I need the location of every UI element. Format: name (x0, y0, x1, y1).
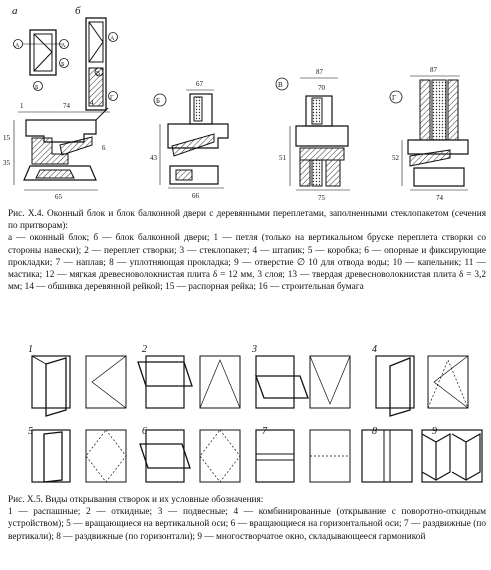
svg-text:4: 4 (372, 344, 377, 355)
section-b-drawing (150, 80, 228, 200)
svg-text:43: 43 (150, 154, 157, 162)
figure-x5-caption (8, 494, 486, 543)
svg-text:В: В (278, 81, 283, 89)
svg-text:Б: Б (156, 97, 161, 105)
svg-text:1: 1 (20, 102, 24, 110)
svg-text:87: 87 (316, 68, 323, 76)
opening-type-6 (140, 426, 240, 482)
opening-type-5 (28, 426, 126, 482)
label-b: б (75, 5, 81, 17)
figure-x4-drawing (0, 0, 491, 205)
svg-text:87: 87 (430, 66, 437, 74)
figure-x4-caption-body: а — оконный блок; б — блок балконной двери; 1 — петля (только на вертикальном бруске переплета створки со стороны навески); 2 — переплет створки; 3 — стеклопакет; 4 — штапик; 5 — коробка; 6 — опорные и фиксирующие прокладки; 7 — наплав; 8 — уплотняющая прокладка; 9 — отверстие ∅ 10 для отвода воды; 10 — капельник; 11 — мастика; 12 — мягкая древесноволокнистая плита δ = 12 мм, 3 слоя; 13 — твердая древесноволокнистая плита δ = 3,2 мм; 14 — обшивка деревянной рейкой; 15 — распорная рейка; 16 — строительная бумага (8, 233, 486, 293)
opening-type-4 (372, 344, 468, 416)
opening-type-3 (251, 344, 350, 408)
svg-text:А: А (15, 43, 20, 49)
window-elevation-a (14, 30, 69, 91)
svg-text:75: 75 (318, 194, 325, 202)
svg-text:74: 74 (436, 194, 443, 202)
svg-text:3: 3 (252, 344, 257, 355)
opening-type-9 (422, 426, 482, 482)
svg-text:6: 6 (142, 426, 147, 437)
svg-text:Г: Г (392, 94, 397, 102)
svg-text:74: 74 (63, 102, 70, 110)
figure-x5-caption-title: Рис. X.5. Виды открывания створок и их условные обозначения: (8, 495, 264, 505)
svg-text:Б: Б (61, 62, 65, 68)
svg-text:А: А (110, 36, 115, 42)
svg-text:А: А (61, 43, 66, 49)
svg-text:Б: Б (35, 85, 39, 91)
svg-text:9: 9 (432, 426, 437, 437)
svg-text:4: 4 (90, 99, 94, 107)
door-elevation-b (86, 18, 118, 110)
svg-text:52: 52 (392, 154, 399, 162)
svg-text:65: 65 (55, 193, 62, 201)
opening-type-1 (28, 344, 126, 416)
figure-x4-caption-title: Рис. X.4. Оконный блок и блок балконной двери с деревянными переплетами, заполненными стеклопакетом (сечения по притворам): (8, 209, 486, 232)
svg-text:5: 5 (28, 426, 33, 437)
svg-text:67: 67 (196, 80, 203, 88)
opening-type-2 (138, 344, 240, 408)
figure-x5-caption-body: 1 — распашные; 2 — откидные; 3 — подвесные; 4 — комбинированные (открывание с поворотно-откидным устройством); 5 — вращающиеся на вертикальной оси; 6 — вращающиеся на горизонтальной оси; 7 — раздвижные (по вертикали); 8 — раздвижные (по горизонтали); 9 — многостворчатое окно, складывающееся гармоникой (8, 507, 486, 542)
svg-text:35: 35 (3, 159, 10, 167)
label-a: а (12, 5, 18, 17)
figure-x4-caption (8, 208, 486, 293)
svg-text:1: 1 (28, 344, 33, 355)
svg-text:7: 7 (262, 426, 267, 437)
svg-text:6: 6 (102, 144, 106, 152)
section-d-drawing (390, 66, 468, 202)
svg-text:В: В (96, 71, 101, 77)
figure-x5-drawing (0, 330, 491, 490)
section-a-drawing (3, 99, 110, 201)
svg-text:Г: Г (110, 95, 114, 101)
opening-type-8 (362, 426, 412, 482)
svg-text:70: 70 (318, 84, 325, 92)
svg-text:2: 2 (142, 344, 147, 355)
section-c-drawing (276, 68, 350, 202)
opening-type-7 (256, 426, 350, 482)
svg-text:15: 15 (3, 134, 10, 142)
svg-text:51: 51 (279, 154, 286, 162)
svg-text:66: 66 (192, 192, 199, 200)
svg-text:8: 8 (372, 426, 377, 437)
